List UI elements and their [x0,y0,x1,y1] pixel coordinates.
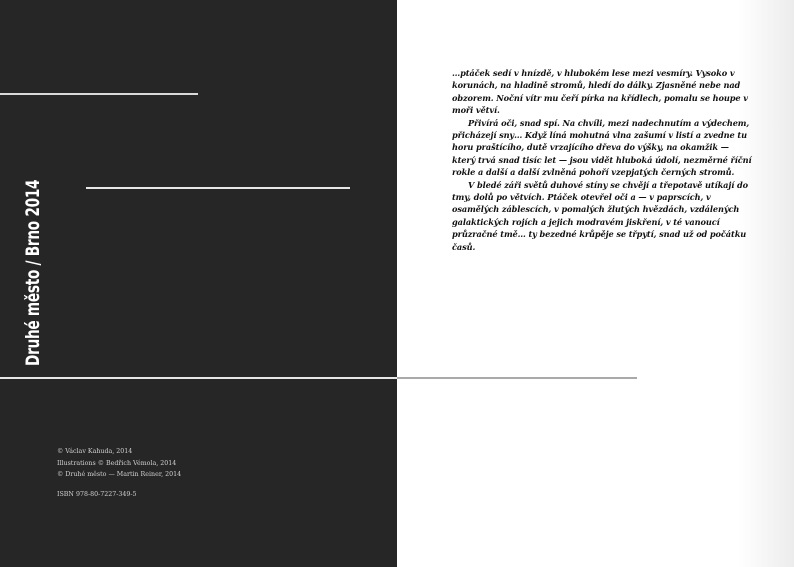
copyright-publisher: © Druhé město — Martin Reiner, 2014 [57,471,182,479]
paragraph-1: …ptáček sedí v hnízdě, v hlubokém lese mezi vesmíry. Vysoko v korunách, na hladině stromů, hledí do dálky. Zjasněné nebe nad obzorem. Noční vítr mu čeří pírka na křídlech, pomalu se houpe v moři větví. [452,68,748,116]
copyright-author: © Václav Kahuda, 2014 [57,448,133,455]
body-text [452,67,752,253]
copyright-illustrations: Illustrations © Bedřich Vémola, 2014 [57,459,177,467]
spine-title: Druhé město / Brno 2014 [22,179,44,366]
horizontal-rule-middle [86,187,350,189]
isbn: ISBN 978-80-7227-349-5 [57,490,137,498]
paragraph-2: Přivírá oči, snad spí. Na chvíli, mezi nadechnutím a výdechem, přicházejí sny… Když líná mohutná vlna zašumí v listí a zvedne tu horu praštícího, dutě vrzajícího dřeva do výšky, na okamžik — který trvá snad tisíc let — jsou vidět hluboká údolí, nezměrné říční rokle a další a další zvlněná pohoří vzepjatých černých stromů. [452,117,752,178]
horizontal-rule-top [0,93,198,95]
horizontal-rule-bottom-left [0,377,397,379]
paragraph-3: V bledé záři světů duhové stíny se chvějí a třepotavě utíkají do tmy, dolů po větvích. Ptáček otevřel oči a — v paprscích, v osamělých záblescích, v pomalých žlutých hvězdách, vzdálených galaktických rojích a jejich modravém jiskření, v té vanoucí průzračné tmě… ty bezedné krůpěje se třpytí, snad už od počátku časů. [452,179,748,252]
horizontal-rule-bottom-right [397,377,637,379]
colophon [57,446,181,500]
